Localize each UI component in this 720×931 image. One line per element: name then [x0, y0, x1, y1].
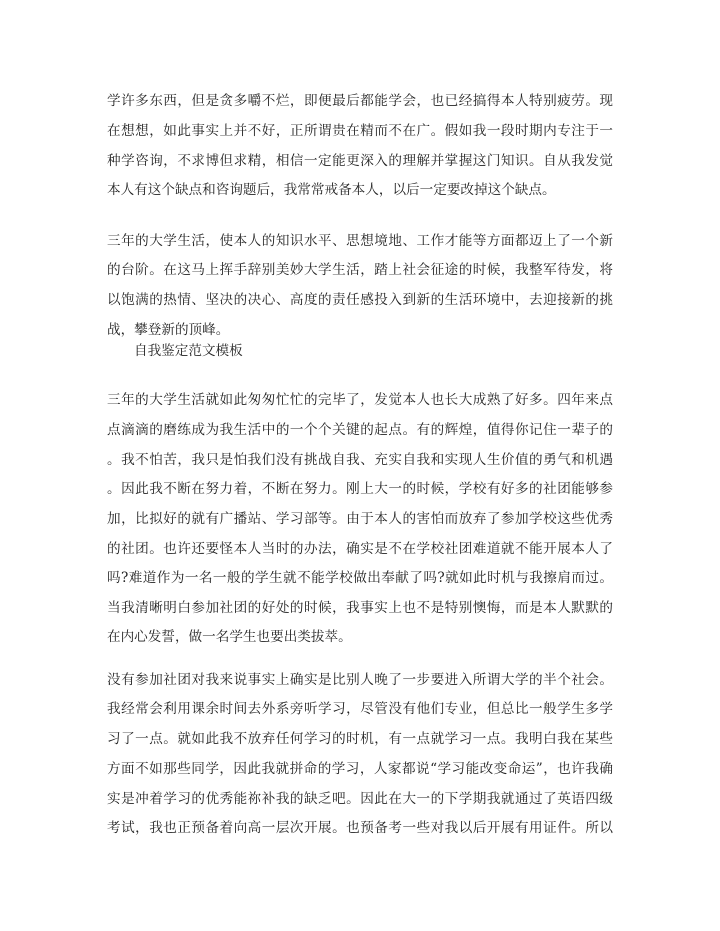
paragraph-1-line-2: 在想想，如此事实上并不好，正所谓贵在精而不在广。假如我一段时期内专注于一: [107, 123, 613, 139]
paragraph-1-line-4: 本人有这个缺点和咨询题后，我常常戒备本人，以后一定要改掉这个缺点。: [107, 182, 556, 198]
paragraph-4-line-5: 实是冲着学习的优秀能祢补我的缺乏吧。因此在大一的下学期我就通过了英语四级: [107, 791, 613, 807]
paragraph-1-line-1: 学许多东西，但是贪多嚼不烂，即便最后都能学会，也已经搞得本人特别疲劳。现: [107, 93, 613, 109]
paragraph-3-line-8: 当我清晰明白参加社团的好处的时候，我事实上也不是特别懊悔，而是本人默默的: [107, 600, 613, 616]
paragraph-3-line-9: 在内心发誓，做一名学生也要出类拔萃。: [107, 629, 352, 645]
paragraph-3-line-7: 吗?难道作为一名一般的学生就不能学校做出奉献了吗?就如此时机与我擦肩而过。: [107, 570, 613, 586]
paragraph-3-line-4: 。因此我不断在努力着，不断在努力。刚上大一的时候，学校有好多的社团能够参: [107, 481, 613, 497]
paragraph-3-line-3: 。我不怕苦，我只是怕我们没有挑战自我、充实自我和实现人生价值的勇气和机遇: [107, 452, 613, 468]
paragraph-2-line-4: 战，攀登新的顶峰。: [107, 322, 230, 338]
paragraph-2-line-3: 以饱满的热情、坚决的决心、高度的责任感投入到新的生活环境中，去迎接新的挑: [107, 292, 613, 308]
paragraph-2-line-1: 三年的大学生活，使本人的知识水平、思想境地、工作才能等方面都迈上了一个新: [107, 233, 613, 249]
paragraph-3-line-5: 加，比拟好的就有广播站、学习部等。由于本人的害怕而放弃了参加学校这些优秀: [107, 511, 613, 527]
paragraph-3-line-1: 三年的大学生活就如此匆匆忙忙的完毕了，发觉本人也长大成熟了好多。四年来点: [107, 392, 613, 408]
section-heading: 自我鉴定范文模板: [134, 343, 243, 359]
paragraph-3-line-2: 点滴滴的磨练成为我生活中的一个个关键的起点。有的辉煌，值得你记住一辈子的: [107, 422, 613, 438]
paragraph-4-line-4: 方面不如那些同学，因此我就拼命的学习，人家都说“学习能改变命运”，也许我确: [107, 761, 613, 777]
paragraph-4-line-2: 我经常会利用课余时间去外系旁听学习，尽管没有他们专业，但总比一般学生多学: [107, 701, 613, 717]
paragraph-2-line-2: 的台阶。在这马上挥手辞别美妙大学生活，踏上社会征途的时候，我整军待发，将: [107, 262, 613, 278]
paragraph-4-line-1: 没有参加社团对我来说事实上确实是比别人晚了一步要进入所谓大学的半个社会。: [107, 672, 613, 688]
paragraph-1-line-3: 种学咨询，不求博但求精，相信一定能更深入的理解并掌握这门知识。自从我发觉: [107, 153, 613, 169]
paragraph-4-line-3: 习了一点。就如此我不放弃任何学习的时机，有一点就学习一点。我明白我在某些: [107, 731, 613, 747]
paragraph-4-line-6: 考试，我也正预备着向高一层次开展。也预备考一些对我以后开展有用证件。所以: [107, 820, 613, 836]
paragraph-3-line-6: 的社团。也许还要怪本人当时的办法，确实是不在学校社团难道就不能开展本人了: [107, 541, 613, 557]
